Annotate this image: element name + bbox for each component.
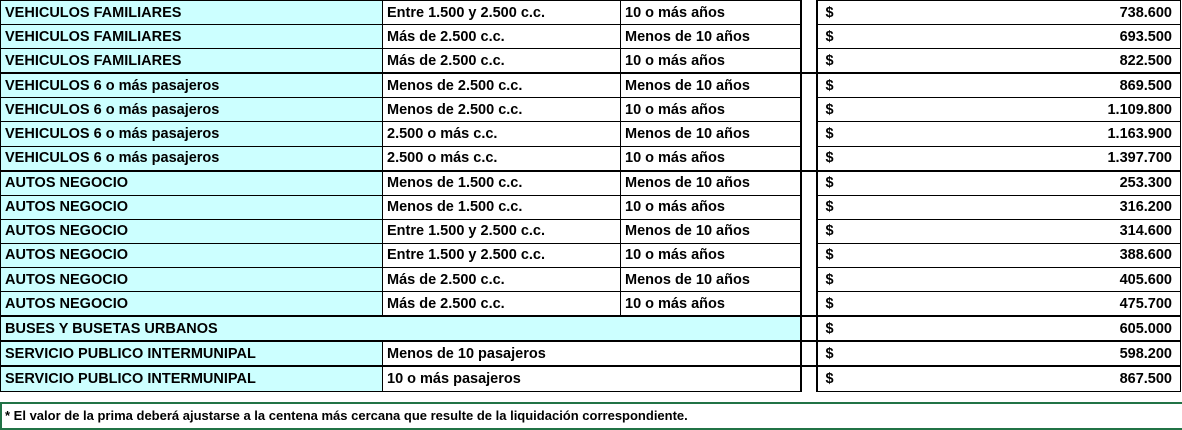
value-cell[interactable] [817, 292, 1181, 317]
table-row [1, 122, 1181, 146]
vehicle-type-cell[interactable]: BUSES Y BUSETAS URBANOS [1, 316, 801, 341]
age-cell[interactable]: Menos de 10 años [621, 171, 801, 196]
currency-symbol: $ [825, 150, 834, 167]
displacement-cell[interactable]: Más de 2.500 c.c. [383, 25, 621, 49]
table-row [1, 195, 1181, 219]
table-row [1, 49, 1181, 74]
column-gap [801, 316, 817, 341]
currency-symbol: $ [825, 175, 834, 192]
currency-symbol: $ [825, 126, 834, 143]
displacement-cell[interactable]: 2.500 o más c.c. [383, 146, 621, 171]
premium-value: 598.200 [1119, 345, 1172, 362]
vehicle-type-cell[interactable]: AUTOS NEGOCIO [1, 268, 383, 292]
premium-value: 1.397.700 [1107, 150, 1172, 167]
value-cell[interactable] [817, 195, 1181, 219]
age-cell[interactable]: 10 o más años [621, 146, 801, 171]
column-gap [801, 171, 817, 196]
premium-value: 475.700 [1119, 295, 1172, 312]
premium-value: 388.600 [1119, 247, 1172, 264]
premium-value: 1.163.900 [1107, 126, 1172, 143]
vehicle-type-cell[interactable]: VEHICULOS FAMILIARES [1, 1, 383, 25]
vehicle-type-cell[interactable]: VEHICULOS FAMILIARES [1, 25, 383, 49]
vehicle-type-cell[interactable]: VEHICULOS 6 o más pasajeros [1, 98, 383, 122]
age-cell[interactable]: Menos de 10 años [621, 73, 801, 98]
displacement-cell[interactable]: Menos de 2.500 c.c. [383, 73, 621, 98]
displacement-cell[interactable]: Más de 2.500 c.c. [383, 49, 621, 74]
displacement-cell[interactable]: Menos de 2.500 c.c. [383, 98, 621, 122]
age-cell[interactable]: 10 o más años [621, 292, 801, 317]
value-cell[interactable] [817, 146, 1181, 171]
age-cell[interactable]: Menos de 10 años [621, 25, 801, 49]
age-cell[interactable]: 10 o más años [621, 195, 801, 219]
premium-value: 253.300 [1119, 175, 1172, 192]
premium-value: 405.600 [1119, 271, 1172, 288]
currency-symbol: $ [825, 199, 834, 216]
premium-value: 605.000 [1119, 320, 1172, 337]
column-gap [801, 146, 817, 171]
premium-value: 693.500 [1119, 28, 1172, 45]
currency-symbol: $ [825, 77, 834, 94]
vehicle-type-cell[interactable]: VEHICULOS 6 o más pasajeros [1, 146, 383, 171]
premium-value: 1.109.800 [1107, 101, 1172, 118]
vehicle-type-cell[interactable]: AUTOS NEGOCIO [1, 171, 383, 196]
vehicle-type-cell[interactable]: AUTOS NEGOCIO [1, 195, 383, 219]
table-row [1, 73, 1181, 98]
vehicle-type-cell[interactable]: VEHICULOS FAMILIARES [1, 49, 383, 74]
table-row [1, 366, 1181, 391]
value-cell[interactable] [817, 316, 1181, 341]
column-gap [801, 73, 817, 98]
displacement-cell[interactable]: Entre 1.500 y 2.500 c.c. [383, 219, 621, 243]
displacement-cell[interactable]: Entre 1.500 y 2.500 c.c. [383, 243, 621, 267]
value-cell[interactable] [817, 219, 1181, 243]
table-row [1, 268, 1181, 292]
currency-symbol: $ [825, 28, 834, 45]
table-row [1, 292, 1181, 317]
passengers-cell[interactable]: 10 o más pasajeros [383, 366, 801, 391]
premium-value: 316.200 [1119, 199, 1172, 216]
age-cell[interactable]: Menos de 10 años [621, 122, 801, 146]
displacement-cell[interactable]: Menos de 1.500 c.c. [383, 195, 621, 219]
value-cell[interactable] [817, 25, 1181, 49]
value-cell[interactable] [817, 366, 1181, 391]
currency-symbol: $ [825, 320, 834, 337]
currency-symbol: $ [825, 101, 834, 118]
footnote-cell[interactable]: * El valor de la prima deberá ajustarse a la centena más cercana que resulte de la liquidación correspondiente. [0, 402, 1182, 430]
value-cell[interactable] [817, 1, 1181, 25]
premium-value: 822.500 [1119, 52, 1172, 69]
column-gap [801, 219, 817, 243]
value-cell[interactable] [817, 341, 1181, 366]
vehicle-type-cell[interactable]: VEHICULOS 6 o más pasajeros [1, 73, 383, 98]
premium-value: 867.500 [1119, 370, 1172, 387]
currency-symbol: $ [825, 4, 834, 21]
column-gap [801, 366, 817, 391]
value-cell[interactable] [817, 268, 1181, 292]
vehicle-type-cell[interactable]: AUTOS NEGOCIO [1, 292, 383, 317]
currency-symbol: $ [825, 52, 834, 69]
premium-value: 314.600 [1119, 223, 1172, 240]
table-row [1, 98, 1181, 122]
age-cell[interactable]: 10 o más años [621, 1, 801, 25]
displacement-cell[interactable]: Más de 2.500 c.c. [383, 292, 621, 317]
currency-symbol: $ [825, 345, 834, 362]
vehicle-type-cell[interactable]: AUTOS NEGOCIO [1, 243, 383, 267]
value-cell[interactable] [817, 122, 1181, 146]
table-row [1, 219, 1181, 243]
value-cell[interactable] [817, 73, 1181, 98]
column-gap [801, 122, 817, 146]
premium-value: 869.500 [1119, 77, 1172, 94]
column-gap [801, 195, 817, 219]
table-row [1, 25, 1181, 49]
currency-symbol: $ [825, 295, 834, 312]
age-cell[interactable]: 10 o más años [621, 98, 801, 122]
table-row [1, 341, 1181, 366]
displacement-cell[interactable]: Entre 1.500 y 2.500 c.c. [383, 1, 621, 25]
table-row [1, 1, 1181, 25]
age-cell[interactable]: 10 o más años [621, 243, 801, 267]
age-cell[interactable]: Menos de 10 años [621, 219, 801, 243]
premium-value: 738.600 [1119, 4, 1172, 21]
value-cell[interactable] [817, 171, 1181, 196]
value-cell[interactable] [817, 98, 1181, 122]
column-gap [801, 98, 817, 122]
currency-symbol: $ [825, 223, 834, 240]
column-gap [801, 341, 817, 366]
currency-symbol: $ [825, 247, 834, 264]
column-gap [801, 292, 817, 317]
currency-symbol: $ [825, 271, 834, 288]
age-cell[interactable]: Menos de 10 años [621, 268, 801, 292]
vehicle-type-cell[interactable]: SERVICIO PUBLICO INTERMUNIPAL [1, 366, 383, 391]
column-gap [801, 25, 817, 49]
displacement-cell[interactable]: Más de 2.500 c.c. [383, 268, 621, 292]
currency-symbol: $ [825, 370, 834, 387]
displacement-cell[interactable]: 2.500 o más c.c. [383, 122, 621, 146]
vehicle-type-cell[interactable]: SERVICIO PUBLICO INTERMUNIPAL [1, 341, 383, 366]
column-gap [801, 243, 817, 267]
vehicle-type-cell[interactable]: AUTOS NEGOCIO [1, 219, 383, 243]
table-row [1, 243, 1181, 267]
table-row [1, 146, 1181, 171]
vehicle-type-cell[interactable]: VEHICULOS 6 o más pasajeros [1, 122, 383, 146]
column-gap [801, 49, 817, 74]
passengers-cell[interactable]: Menos de 10 pasajeros [383, 341, 801, 366]
column-gap [801, 1, 817, 25]
value-cell[interactable] [817, 243, 1181, 267]
displacement-cell[interactable]: Menos de 1.500 c.c. [383, 171, 621, 196]
age-cell[interactable]: 10 o más años [621, 49, 801, 74]
value-cell[interactable] [817, 49, 1181, 74]
table-row [1, 316, 1181, 341]
table-row [1, 171, 1181, 196]
column-gap [801, 268, 817, 292]
